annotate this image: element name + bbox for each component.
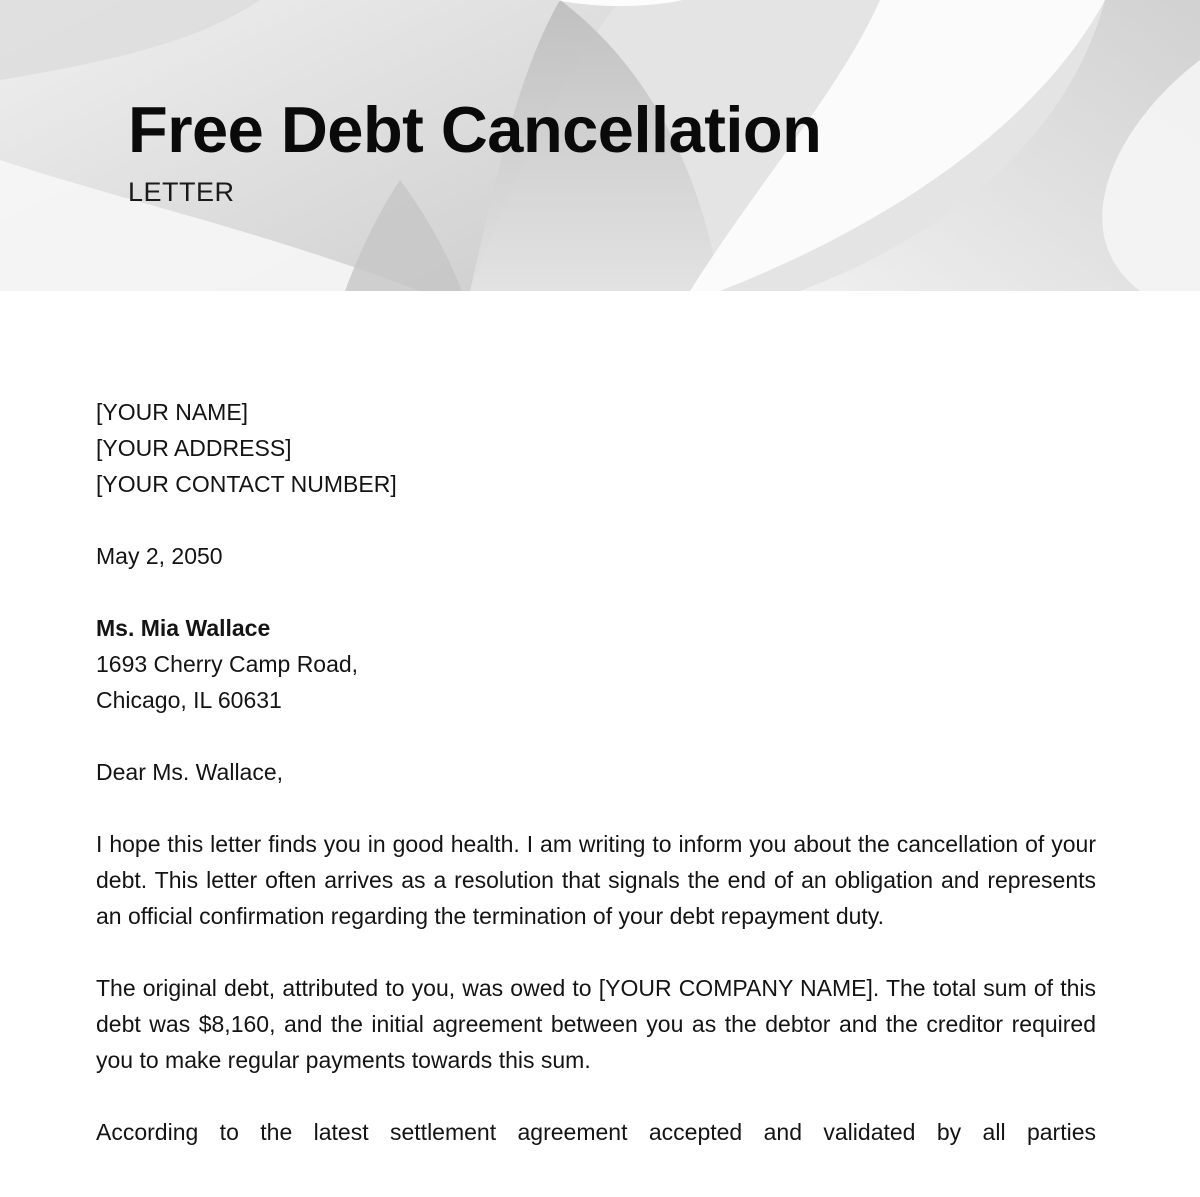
header-banner — [0, 0, 1200, 291]
recipient-street: 1693 Cherry Camp Road, — [96, 651, 359, 677]
sender-block — [96, 394, 1096, 502]
letter-date: May 2, 2050 — [96, 543, 223, 569]
page-subtitle: LETTER — [128, 177, 235, 207]
sender-contact: [YOUR CONTACT NUMBER] — [96, 471, 397, 497]
page-title: Free Debt Cancellation — [128, 93, 822, 166]
sender-address: [YOUR ADDRESS] — [96, 435, 292, 461]
recipient-city: Chicago, IL 60631 — [96, 687, 282, 713]
recipient-block — [96, 610, 1096, 718]
letter-body — [96, 394, 1096, 1186]
body-paragraph-1: I hope this letter finds you in good health. I am writing to inform you about the cancellation of your debt. This letter often arrives as a resolution that signals the end of an obligation and represents an official confirmation regarding the termination of your debt repayment duty. — [96, 831, 1096, 929]
recipient-name: Ms. Mia Wallace — [96, 615, 271, 641]
sender-name: [YOUR NAME] — [96, 399, 249, 425]
salutation: Dear Ms. Wallace, — [96, 759, 284, 785]
body-paragraph-3: According to the latest settlement agreement accepted and validated by all parties — [96, 1119, 1096, 1145]
body-paragraph-2: The original debt, attributed to you, was owed to [YOUR COMPANY NAME]. The total sum of this debt was $8,160, and the initial agreement between you as the debtor and the creditor required you to make regular payments towards this sum. — [96, 975, 1096, 1073]
